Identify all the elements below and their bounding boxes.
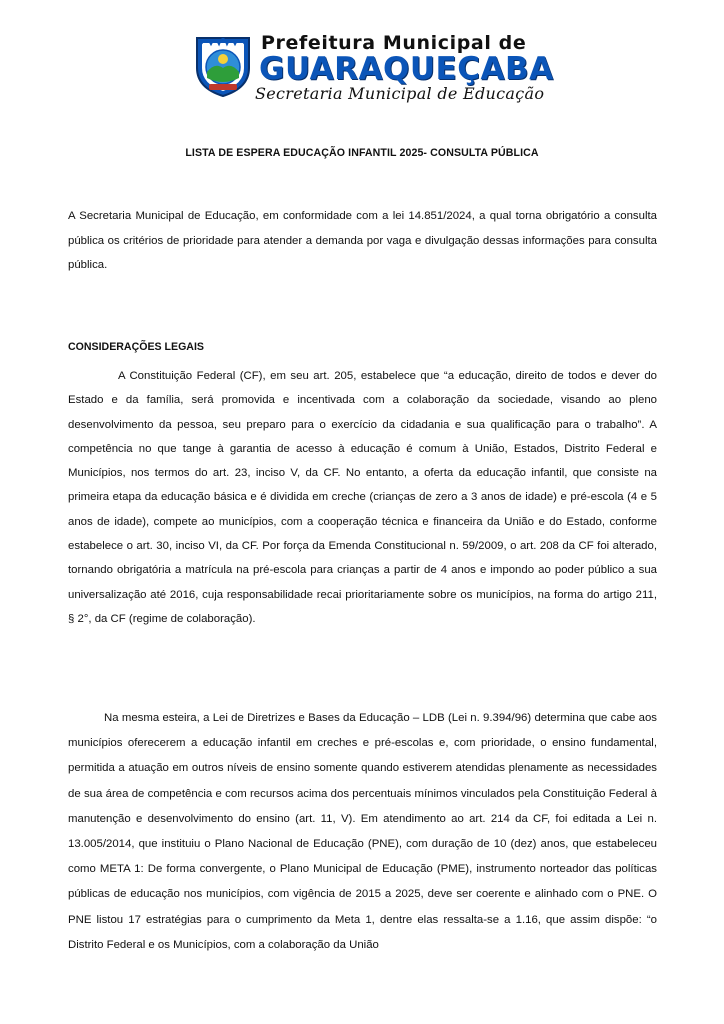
header-prefeitura: Prefeitura Municipal de [261, 32, 527, 54]
intro-paragraph: A Secretaria Municipal de Educação, em conformidade com a lei 14.851/2024, a qual torna obrigatório a consulta pública os critérios de prioridade para atender a demanda por vaga e divulgação dessas informações para consulta pública. [68, 210, 657, 271]
letterhead [193, 26, 554, 106]
header-municipality: GUARAQUEÇABA [259, 51, 554, 87]
document-title: LISTA DE ESPERA EDUCAÇÃO INFANTIL 2025- CONSULTA PÚBLICA [185, 147, 539, 159]
paragraph-ldb: Na mesma esteira, a Lei de Diretrizes e Bases da Educação – LDB (Lei n. 9.394/96) determina que cabe aos municípios oferecerem a educação infantil em creches e pré-escolas e, com prioridade, o ensino fundamental, permitida a atuação em outros níveis de ensino somente quando estiverem atendidas plenamente as necessidades de sua área de competência e com recursos acima dos percentuais mínimos vinculados pela Constituição Federal à manutenção e desenvolvimento do ensino (art. 11, V). Em atendimento ao art. 214 da CF, foi editada a Lei n. 13.005/2014, que instituiu o Plano Nacional de Educação (PNE), com duração de 10 (dez) anos, que estabeleceu como META 1: De forma convergente, o Plano Municipal de Educação (PME), instrumento norteador das políticas públicas de educação nos municípios, com vigência de 2015 a 2025, deve ser coerente e alinhado com o PNE. O PNE listou 17 estratégias para o cumprimento da Meta 1, dentre elas ressalta-se a 1.16, que assim dispõe: “o Distrito Federal e os Municípios, com a colaboração da União [68, 712, 657, 951]
municipal-crest-icon [193, 32, 253, 98]
section-heading: CONSIDERAÇÕES LEGAIS [68, 341, 204, 353]
header-secretaria: Secretaria Municipal de Educação [255, 84, 545, 103]
paragraph-constitution: A Constituição Federal (CF), em seu art. 205, estabelece que “a educação, direito de todos e dever do Estado e da família, será promovida e incentivada com a colaboração da sociedade, visando ao pleno desenvolvimento da pessoa, seu preparo para o exercício da cidadania e sua qualificação para o trabalho”. A competência no que tange à garantia de acesso à educação é comum à União, Estados, Distrito Federal e Municípios, nos termos do art. 23, inciso V, da CF. No entanto, a oferta da educação infantil, que consiste na primeira etapa da educação básica e é dividida em creche (crianças de zero a 3 anos de idade) e pré-escola (4 e 5 anos de idade), compete ao municípios, com a cooperação técnica e financeira da União e do Estado, conforme estabelece o art. 30, inciso VI, da CF. Por força da Emenda Constitucional n. 59/2009, o art. 208 da CF foi alterado, tornando obrigatória a matrícula na pré-escola para crianças a partir de 4 anos e impondo ao poder público a sua universalização até 2016, cuja responsabilidade recai prioritariamente sobre os municípios, na forma do artigo 211, § 2°, da CF (regime de colaboração). [68, 370, 657, 625]
